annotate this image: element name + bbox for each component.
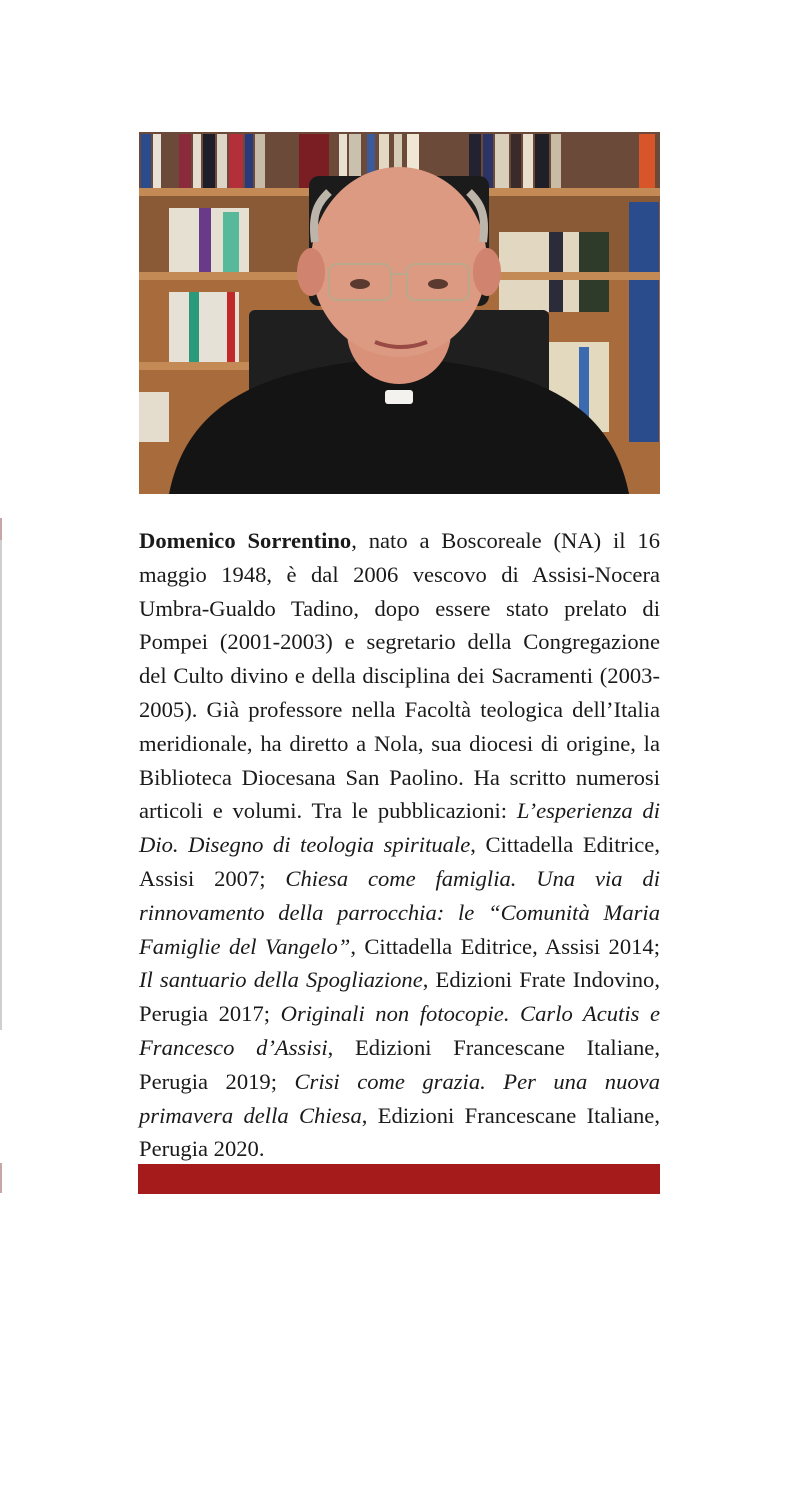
book-title: L’esperienza di Dio. Disegno di teologia spirituale [139, 798, 661, 858]
book-title: Chiesa come famiglia. Una via di rinnovamento della parrocchia: le “Comunità Maria Famiglie del Vangelo” [139, 865, 660, 959]
book-title: Originali non fotocopie. Carlo Acutis e Francesco d’Assisi [139, 1001, 661, 1060]
bio-text: , Edizioni Francescane Italiane, Perugia 2019; [139, 1034, 660, 1094]
spine-edge [0, 540, 2, 1030]
bio-text: , nato a Boscoreale (NA) il 16 maggio 1948, è dal 2006 vescovo di Assisi-Nocera Umbra-Gualdo Tadino, dopo essere stato prelato di Pompei (2001-2003) e segretario della Congregazione del Culto divino e della disciplina dei Sacramenti (2003-2005). Già professore nella Facoltà teologica dell’Italia meridionale, ha diretto a Nola, sua diocesi di origine, la Biblioteca Diocesana San Paolino. Ha scritto numerosi articoli e volumi. Tra le pubblicazioni: [139, 528, 660, 824]
bio-text: , Cittadella Editrice, Assisi 2014; [350, 933, 660, 959]
author-bio [139, 524, 660, 1166]
book-title: Crisi come grazia. Per una nuova primavera della Chiesa [139, 1068, 660, 1128]
author-portrait-photo [139, 132, 660, 494]
red-accent-bar [138, 1164, 660, 1194]
bio-text: , Edizioni Francescane Italiane, Perugia 2020. [139, 1102, 660, 1162]
bio-text: , Edizioni Frate Indovino, Perugia 2017; [139, 967, 660, 1027]
author-name: Domenico Sorrentino [139, 528, 352, 553]
book-title: Il santuario della Spogliazione [139, 967, 423, 993]
bio-text: , Cittadella Editrice, Assisi 2007; [139, 832, 660, 891]
crop-mark [0, 1163, 2, 1193]
crop-mark [0, 518, 2, 540]
